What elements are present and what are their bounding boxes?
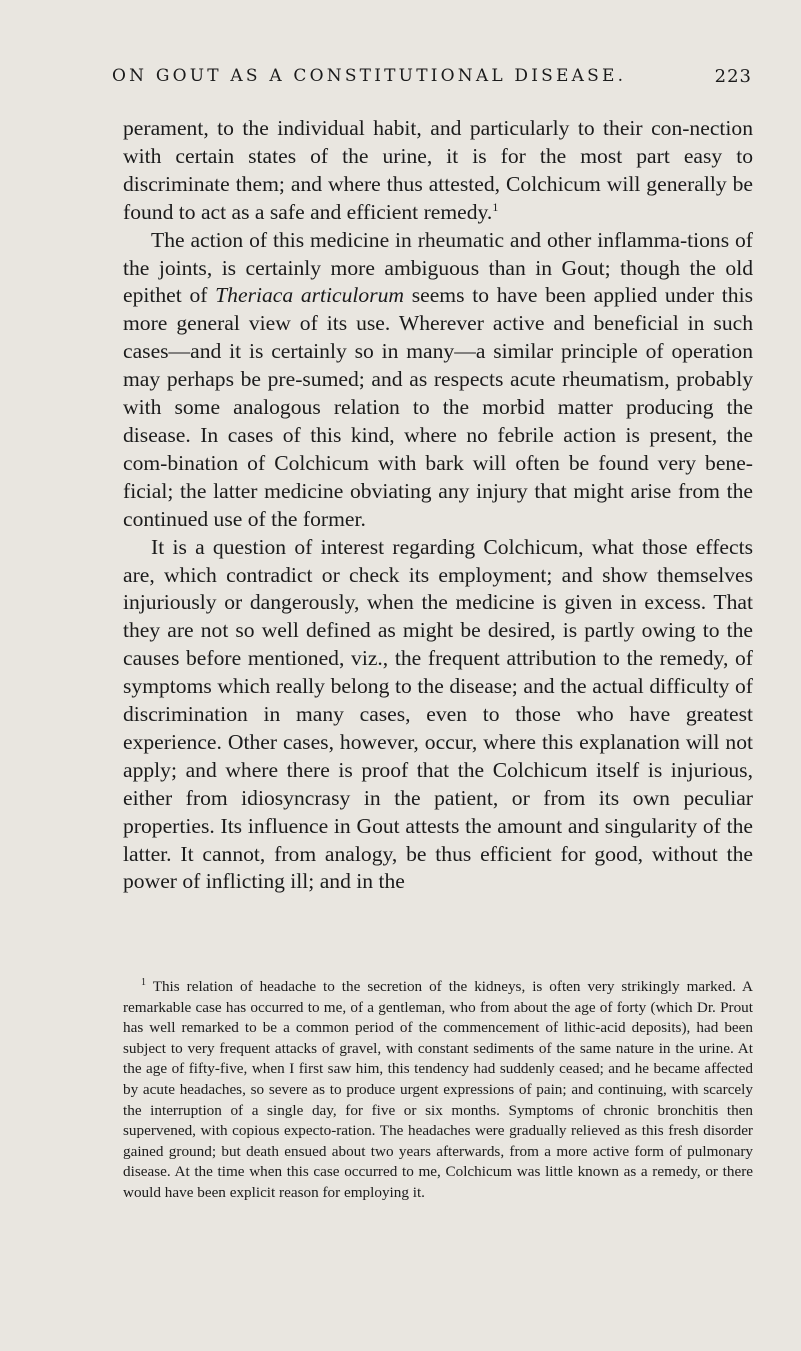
paragraph-3: It is a question of interest regarding Colchicum, what those effects are, which contradict or check its employment; and show themselves injuriously or dangerously, when the medicine is given in excess. That they are not so well defined as might be desired, is partly owing to the causes before mentioned, viz., the frequent attribution to the remedy, of symptoms which really belong to the disease; and the actual difficulty of discrimination in many cases, even to those who have greatest experience. Other cases, however, occur, where this explanation will not apply; and where there is proof that the Colchicum itself is injurious, either from idiosyncrasy in the patient, or from its own peculiar properties. Its influence in Gout attests the amount and singularity of the latter. It cannot, from analogy, be thus efficient for good, without the power of inflicting ill; and in the xyxy=(123,534,753,894)
paragraph-2 xyxy=(123,227,753,534)
latin-term: Theriaca articulorum xyxy=(215,283,405,308)
paragraph-1 xyxy=(123,115,753,227)
running-head xyxy=(112,66,752,92)
body-text xyxy=(123,115,753,896)
footnote-marker: 1 xyxy=(141,976,146,988)
paragraph-1-text: perament, to the individual habit, and particularly to their con-nection with certain states of the urine, it is for the most part easy to discriminate them; and where thus attested, Colchicum will generally be found to act as a safe and efficient remedy. xyxy=(123,116,753,224)
paragraph-2-text-b: seems to have been applied under this more general view of its use. Wherever active and beneficial in such cases—and it is certainly so in many—a similar principle of operation may perhaps be pre-sumed; and as respects acute rheumatism, probably with some analogous relation to the morbid matter producing the disease. In cases of this kind, where no febrile action is present, the com-bination of Colchicum with bark will often be found very bene-ficial; the latter medicine obviating any injury that might arise from the continued use of the former. xyxy=(123,283,754,531)
footnote-text: This relation of headache to the secretion of the kidneys, is often very strikingly marked. A remarkable case has occurred to me, of a gentleman, who from about the age of forty (which Dr. Prout has well remarked to be a common period of the commencement of lithic-acid deposits), had been subject to very frequent attacks of gravel, with constant sediments of the same nature in the urine. At the age of fifty-five, when I first saw him, this tendency had suddenly ceased; and he became affected by acute headaches, so severe as to produce urgent expressions of pain; and continuing, with scarcely the interruption of a single day, for five or six months. Symptoms of chronic bronchitis then supervened, with copious expecto-ration. The headaches were gradually relieved as this fresh disorder gained ground; but death ensued about two years afterwards, from a more active form of pulmonary disease. At the time when this case occurred to me, Colchicum was little known as a remedy, or there would have been explicit reason for employing it. xyxy=(123,978,753,1201)
paragraph-2-text-a: The action of this medicine in rheumatic and other inflamma-tions of the joints, is certainly more ambiguous than in Gout; though the old epithet of xyxy=(123,227,753,308)
footnote xyxy=(123,977,753,1204)
running-head-title: ON GOUT AS A CONSTITUTIONAL DISEASE. xyxy=(112,66,627,86)
page-number: 223 xyxy=(714,66,752,87)
footnote-reference: 1 xyxy=(492,199,499,214)
